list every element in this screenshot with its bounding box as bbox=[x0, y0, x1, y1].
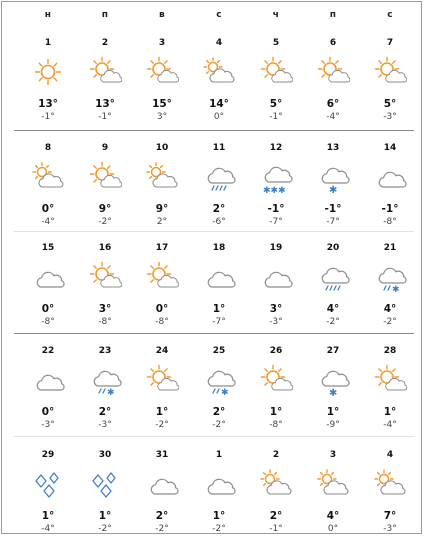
high-temperature: 1° bbox=[269, 406, 283, 418]
low-temperature: -8° bbox=[269, 420, 283, 430]
day-number: 15 bbox=[41, 243, 55, 253]
sun-cloud-icon bbox=[145, 260, 179, 294]
cloud-icon bbox=[145, 467, 179, 501]
day-cell[interactable] bbox=[364, 243, 416, 343]
high-temperature: -1° bbox=[381, 203, 399, 215]
day-number: 17 bbox=[155, 243, 169, 253]
weekday-header: с bbox=[387, 10, 393, 20]
day-cell[interactable] bbox=[193, 38, 245, 138]
weekday-header: в bbox=[159, 10, 165, 20]
day-cell[interactable] bbox=[250, 450, 302, 550]
day-number: 8 bbox=[44, 143, 52, 153]
day-number: 11 bbox=[212, 143, 226, 153]
day-cell[interactable] bbox=[22, 346, 74, 446]
high-temperature: 0° bbox=[41, 203, 55, 215]
svg-text:✱: ✱ bbox=[329, 388, 338, 397]
high-temperature: 1° bbox=[98, 510, 112, 522]
day-number: 10 bbox=[155, 143, 169, 153]
weekday-header: ч bbox=[272, 10, 280, 20]
low-temperature: -3° bbox=[383, 524, 397, 534]
low-temperature: -2° bbox=[98, 217, 112, 227]
cloud-sleet-icon bbox=[373, 260, 407, 294]
cloud-rain-icon bbox=[202, 160, 236, 194]
high-temperature: 5° bbox=[383, 98, 397, 110]
day-cell[interactable] bbox=[136, 346, 188, 446]
cloud-sun-icon bbox=[259, 467, 293, 501]
hail-icon bbox=[88, 467, 122, 501]
high-temperature: 1° bbox=[383, 406, 397, 418]
high-temperature: 2° bbox=[269, 510, 283, 522]
day-number: 23 bbox=[98, 346, 112, 356]
day-number: 1 bbox=[215, 450, 223, 460]
high-temperature: 4° bbox=[326, 303, 340, 315]
day-number: 2 bbox=[101, 38, 109, 48]
low-temperature: -7° bbox=[212, 317, 226, 327]
day-number: 16 bbox=[98, 243, 112, 253]
day-cell[interactable] bbox=[307, 38, 359, 138]
weekday-header: с bbox=[216, 10, 222, 20]
high-temperature: 2° bbox=[155, 510, 169, 522]
low-temperature: -6° bbox=[212, 217, 226, 227]
day-number: 27 bbox=[326, 346, 340, 356]
low-temperature: -1° bbox=[41, 112, 55, 122]
svg-text:✱: ✱ bbox=[329, 185, 338, 194]
high-temperature: 1° bbox=[155, 406, 169, 418]
hail-icon bbox=[31, 467, 65, 501]
day-cell[interactable] bbox=[79, 143, 131, 243]
day-number: 2 bbox=[272, 450, 280, 460]
day-cell[interactable] bbox=[250, 143, 302, 243]
day-number: 20 bbox=[326, 243, 340, 253]
high-temperature: 0° bbox=[155, 303, 169, 315]
high-temperature: 3° bbox=[269, 303, 283, 315]
cloud-rain-icon bbox=[316, 260, 350, 294]
high-temperature: 1° bbox=[212, 510, 226, 522]
day-cell[interactable] bbox=[307, 346, 359, 446]
cloud-icon bbox=[373, 160, 407, 194]
low-temperature: -3° bbox=[41, 420, 55, 430]
high-temperature: 9° bbox=[98, 203, 112, 215]
low-temperature: -2° bbox=[212, 524, 226, 534]
low-temperature: -1° bbox=[98, 112, 112, 122]
low-temperature: -2° bbox=[326, 317, 340, 327]
day-cell[interactable] bbox=[364, 38, 416, 138]
day-number: 1 bbox=[44, 38, 52, 48]
day-number: 19 bbox=[269, 243, 283, 253]
low-temperature: -2° bbox=[98, 524, 112, 534]
cloud-icon bbox=[31, 363, 65, 397]
day-cell[interactable] bbox=[79, 450, 131, 550]
day-cell[interactable] bbox=[193, 450, 245, 550]
high-temperature: 2° bbox=[98, 406, 112, 418]
day-number: 14 bbox=[383, 143, 397, 153]
day-number: 4 bbox=[215, 38, 223, 48]
high-temperature: -1° bbox=[267, 203, 285, 215]
day-number: 12 bbox=[269, 143, 283, 153]
weekday-header: п bbox=[101, 10, 109, 20]
day-cell[interactable] bbox=[193, 143, 245, 243]
low-temperature: 3° bbox=[156, 112, 168, 122]
low-temperature: -8° bbox=[41, 317, 55, 327]
sun-cloud-icon bbox=[373, 55, 407, 89]
day-cell[interactable] bbox=[136, 243, 188, 343]
high-temperature: -1° bbox=[324, 203, 342, 215]
low-temperature: -3° bbox=[269, 317, 283, 327]
high-temperature: 7° bbox=[383, 510, 397, 522]
day-number: 6 bbox=[329, 38, 337, 48]
sun-cloud-icon bbox=[145, 55, 179, 89]
low-temperature: -4° bbox=[41, 524, 55, 534]
high-temperature: 15° bbox=[152, 98, 172, 110]
day-cell[interactable] bbox=[307, 143, 359, 243]
cloud-heavy-snow-icon bbox=[259, 160, 293, 194]
high-temperature: 1° bbox=[212, 303, 226, 315]
cloud-icon bbox=[31, 260, 65, 294]
cloud-icon bbox=[202, 467, 236, 501]
weekday-header: н bbox=[44, 10, 52, 20]
sun-cloud-icon bbox=[316, 55, 350, 89]
high-temperature: 1° bbox=[41, 510, 55, 522]
sun-cloud-icon bbox=[259, 55, 293, 89]
high-temperature: 14° bbox=[209, 98, 229, 110]
day-cell[interactable] bbox=[136, 143, 188, 243]
cloud-icon bbox=[259, 260, 293, 294]
svg-text:✱: ✱ bbox=[221, 388, 229, 397]
sun-cloud-icon bbox=[373, 363, 407, 397]
high-temperature: 6° bbox=[326, 98, 340, 110]
low-temperature: -4° bbox=[41, 217, 55, 227]
high-temperature: 4° bbox=[326, 510, 340, 522]
low-temperature: -7° bbox=[269, 217, 283, 227]
day-number: 9 bbox=[101, 143, 109, 153]
day-cell[interactable] bbox=[250, 346, 302, 446]
sun-cloud-icon bbox=[259, 363, 293, 397]
low-temperature: -3° bbox=[98, 420, 112, 430]
day-cell[interactable] bbox=[307, 243, 359, 343]
low-temperature: -8° bbox=[155, 317, 169, 327]
low-temperature: -7° bbox=[326, 217, 340, 227]
low-temperature: -3° bbox=[383, 112, 397, 122]
high-temperature: 13° bbox=[95, 98, 115, 110]
low-temperature: -8° bbox=[383, 217, 397, 227]
day-cell[interactable] bbox=[364, 450, 416, 550]
cloud-sun-icon bbox=[202, 55, 236, 89]
cloud-sun-icon bbox=[373, 467, 407, 501]
low-temperature: 2° bbox=[156, 217, 168, 227]
low-temperature: -4° bbox=[383, 420, 397, 430]
low-temperature: -2° bbox=[383, 317, 397, 327]
day-cell[interactable] bbox=[193, 243, 245, 343]
day-number: 7 bbox=[386, 38, 394, 48]
day-cell[interactable] bbox=[136, 450, 188, 550]
day-number: 30 bbox=[98, 450, 112, 460]
high-temperature: 4° bbox=[383, 303, 397, 315]
day-cell[interactable] bbox=[79, 38, 131, 138]
cloud-snow-icon bbox=[316, 160, 350, 194]
low-temperature: -2° bbox=[212, 420, 226, 430]
day-cell[interactable] bbox=[79, 243, 131, 343]
day-number: 25 bbox=[212, 346, 226, 356]
high-temperature: 0° bbox=[41, 406, 55, 418]
low-temperature: -4° bbox=[326, 112, 340, 122]
calendar-grid bbox=[1, 1, 422, 534]
day-number: 4 bbox=[386, 450, 394, 460]
cloud-sun-icon bbox=[316, 467, 350, 501]
svg-text:✱✱✱: ✱✱✱ bbox=[263, 186, 286, 194]
day-number: 29 bbox=[41, 450, 55, 460]
sun-cloud-icon bbox=[88, 55, 122, 89]
svg-text:✱: ✱ bbox=[392, 285, 400, 294]
cloud-icon bbox=[202, 260, 236, 294]
sun-cloud-icon bbox=[145, 363, 179, 397]
high-temperature: 3° bbox=[98, 303, 112, 315]
low-temperature: -2° bbox=[155, 420, 169, 430]
day-cell[interactable] bbox=[250, 38, 302, 138]
low-temperature: -8° bbox=[98, 317, 112, 327]
day-cell[interactable] bbox=[364, 143, 416, 243]
low-temperature: -1° bbox=[269, 524, 283, 534]
cloud-sleet-icon bbox=[202, 363, 236, 397]
day-cell[interactable] bbox=[79, 346, 131, 446]
high-temperature: 2° bbox=[212, 203, 226, 215]
day-cell[interactable] bbox=[136, 38, 188, 138]
day-number: 13 bbox=[326, 143, 340, 153]
low-temperature: -9° bbox=[326, 420, 340, 430]
day-cell[interactable] bbox=[22, 143, 74, 243]
weekday-header: п bbox=[329, 10, 337, 20]
day-number: 18 bbox=[212, 243, 226, 253]
low-temperature: 0° bbox=[327, 524, 339, 534]
day-cell[interactable] bbox=[250, 243, 302, 343]
day-cell[interactable] bbox=[22, 243, 74, 343]
high-temperature: 13° bbox=[38, 98, 58, 110]
day-number: 26 bbox=[269, 346, 283, 356]
cloud-sun-icon bbox=[31, 160, 65, 194]
day-cell[interactable] bbox=[364, 346, 416, 446]
day-number: 21 bbox=[383, 243, 397, 253]
low-temperature: -1° bbox=[269, 112, 283, 122]
high-temperature: 2° bbox=[212, 406, 226, 418]
day-cell[interactable] bbox=[193, 346, 245, 446]
cloud-snow-icon bbox=[316, 363, 350, 397]
day-number: 22 bbox=[41, 346, 55, 356]
low-temperature: -2° bbox=[155, 524, 169, 534]
day-number: 31 bbox=[155, 450, 169, 460]
day-number: 28 bbox=[383, 346, 397, 356]
day-cell[interactable] bbox=[307, 450, 359, 550]
cloud-sleet-icon bbox=[88, 363, 122, 397]
sun-icon bbox=[31, 55, 65, 89]
sun-cloud-icon bbox=[88, 160, 122, 194]
day-number: 24 bbox=[155, 346, 169, 356]
sun-cloud-icon bbox=[88, 260, 122, 294]
svg-text:✱: ✱ bbox=[107, 388, 115, 397]
day-cell[interactable] bbox=[22, 38, 74, 138]
day-cell[interactable] bbox=[22, 450, 74, 550]
high-temperature: 0° bbox=[41, 303, 55, 315]
day-number: 3 bbox=[329, 450, 337, 460]
day-number: 5 bbox=[272, 38, 280, 48]
low-temperature: 0° bbox=[213, 112, 225, 122]
high-temperature: 9° bbox=[155, 203, 169, 215]
high-temperature: 1° bbox=[326, 406, 340, 418]
day-number: 3 bbox=[158, 38, 166, 48]
high-temperature: 5° bbox=[269, 98, 283, 110]
cloud-sun-icon bbox=[145, 160, 179, 194]
